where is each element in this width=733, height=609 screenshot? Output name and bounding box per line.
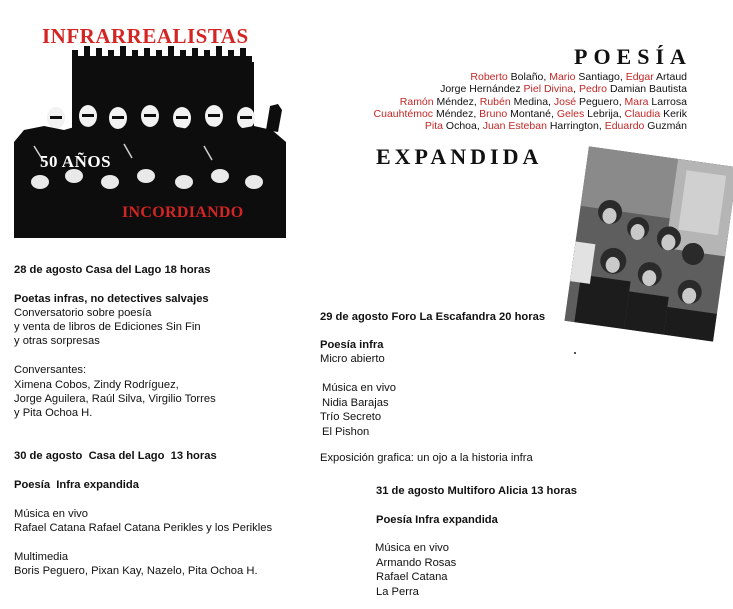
poet-first-name: Bruno [479, 107, 508, 120]
event-30-musica: Rafael Catana Rafael Catana Perikles y los Perikles [14, 522, 273, 534]
poet-name-text: Artaud [653, 71, 687, 83]
event-28-heading: 28 de agosto Casa del Lago 18 horas [14, 264, 211, 276]
event-28-subtitle: Poetas infras, no detectives salvajes [14, 293, 209, 305]
poet-name-text: Kerik [660, 107, 687, 120]
poet-first-name: José [553, 95, 577, 108]
poets-names-line [357, 120, 687, 132]
poet-first-name: Claudia [624, 107, 661, 120]
event-31-musica-label: Música en vivo [375, 542, 449, 554]
event-30-multimedia: Boris Peguero, Pixan Kay, Nazelo, Pita Ochoa H. [14, 565, 258, 577]
event-29-heading: 29 de agosto Foro La Escafandra 20 horas [320, 311, 546, 323]
poets-names-line [357, 108, 687, 120]
poster-incordiando-label: INCORDIANDO [122, 204, 244, 221]
poet-name-text: Lebrija, [584, 107, 625, 120]
event-30-multimedia-label: Multimedia [14, 551, 69, 563]
event-29-musica-item: El Pishon [322, 426, 370, 438]
poster-50-anos-label: 50 AÑOS [40, 152, 112, 171]
event-31-musica-item: Rafael Catana [376, 571, 448, 583]
poet-first-name: Piel Divina [523, 83, 574, 96]
event-28-desc-line: Conversatorio sobre poesía [14, 307, 152, 319]
poet-name-text: Montané, [507, 107, 557, 120]
decorative-dot [574, 352, 576, 354]
event-31-subtitle: Poesía Infra expandida [376, 514, 498, 526]
poet-name-text: Damian Bautista [607, 83, 687, 96]
poet-first-name: Mario [549, 71, 576, 83]
poet-name-text: Medina, [510, 95, 554, 108]
poets-names-line [357, 83, 687, 95]
poet-first-name: Pita [424, 120, 443, 133]
poet-name-text: Bolaño, [507, 71, 550, 83]
poet-first-name: Eduardo [604, 120, 645, 133]
poet-first-name: Cuauhtémoc [373, 107, 434, 120]
event-29-micro: Micro abierto [320, 353, 385, 365]
poet-first-name: Geles [556, 107, 585, 120]
poet-first-name: Ramón [399, 95, 434, 108]
poet-name-text: Harrington, [546, 120, 605, 133]
event-28-conversantes-line: y Pita Ochoa H. [14, 407, 93, 419]
event-31-heading: 31 de agosto Multiforo Alicia 13 horas [376, 485, 578, 497]
poet-first-name: Rubén [479, 95, 511, 108]
event-30-subtitle: Poesía Infra expandida [14, 479, 139, 491]
poet-first-name: Roberto [470, 71, 508, 83]
poet-name-text: Méndez, [433, 95, 480, 108]
poets-names-list [357, 71, 687, 132]
poesia-heading: POESÍA [574, 44, 692, 69]
poet-name-text: Santiago, [575, 71, 626, 83]
event-28-desc-line: y venta de libros de Ediciones Sin Fin [14, 321, 201, 333]
event-28-conversantes-label: Conversantes: [14, 364, 87, 376]
event-29-musica-item: Trío Secreto [320, 411, 382, 423]
infrarrealistas-title: INFRARREALISTAS [42, 24, 249, 48]
event-29-musica-item: Nidia Barajas [322, 397, 389, 409]
group-photo-image [564, 146, 733, 341]
poet-name-text: Méndez, [433, 107, 480, 120]
poets-names-line [357, 71, 687, 83]
event-30-musica-label: Música en vivo [14, 508, 88, 520]
poet-first-name: Juan Esteban [482, 120, 547, 133]
poet-name-text: Ochoa, [442, 120, 483, 133]
group-photo [564, 146, 733, 341]
poets-names-line [357, 96, 687, 108]
poet-name-text: , [573, 83, 579, 96]
poet-name-text: Guzmán [644, 120, 687, 133]
poet-first-name: Mara [624, 95, 649, 108]
event-29-expo: Exposición grafica: un ojo a la historia infra [320, 452, 533, 464]
expandida-heading: EXPANDIDA [376, 144, 543, 169]
poet-name-text: Peguero, [576, 95, 625, 108]
event-28-conversantes-line: Jorge Aguilera, Raúl Silva, Virgilio Torres [14, 393, 216, 405]
event-28-conversantes-line: Ximena Cobos, Zindy Rodríguez, [14, 379, 179, 391]
event-29-subtitle: Poesía infra [320, 339, 384, 351]
event-31-musica-item: Armando Rosas [376, 557, 457, 569]
event-29-musica-label: Música en vivo [322, 382, 396, 394]
poet-name-text: Larrosa [648, 95, 687, 108]
event-31-musica-item: La Perra [376, 586, 419, 598]
event-28-desc-line: y otras sorpresas [14, 335, 100, 347]
poet-first-name: Pedro [579, 83, 608, 96]
poet-first-name: Edgar [625, 71, 654, 83]
event-30-heading: 30 de agosto Casa del Lago 13 horas [14, 450, 217, 462]
poet-name-text: Jorge Hernández [440, 83, 524, 96]
